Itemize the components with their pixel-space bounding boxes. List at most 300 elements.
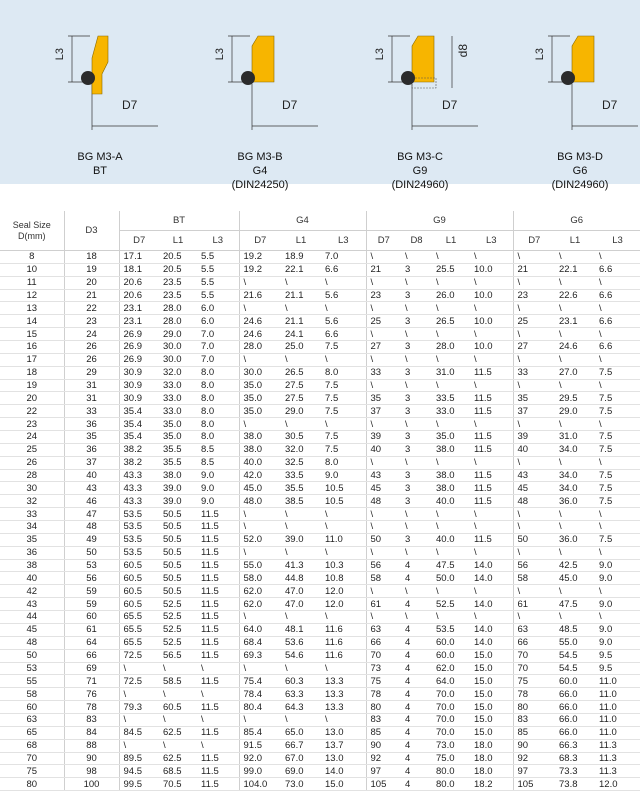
table-cell: 19.2: [239, 251, 281, 264]
table-cell: 54.5: [555, 649, 595, 662]
table-cell: \: [321, 276, 366, 289]
table-cell: 11.0: [595, 713, 640, 726]
table-cell: \: [321, 521, 366, 534]
table-cell: \: [595, 456, 640, 469]
table-row: [0, 765, 640, 778]
table-cell: 40.0: [239, 456, 281, 469]
table-cell: 33: [366, 366, 401, 379]
table-cell: 12.0: [595, 778, 640, 791]
table-cell: 32.5: [281, 456, 321, 469]
table-cell: 18.0: [470, 739, 513, 752]
table-row: [0, 315, 640, 328]
table-cell: 43.3: [119, 482, 159, 495]
table-cell: \: [470, 585, 513, 598]
table-cell: \: [366, 276, 401, 289]
table-cell: 20.6: [119, 276, 159, 289]
table-cell: 4: [401, 713, 432, 726]
table-cell: 33.0: [159, 392, 197, 405]
table-cell: \: [432, 611, 470, 624]
table-cell: 3: [401, 469, 432, 482]
table-cell: 92: [513, 752, 555, 765]
table-cell: 11.0: [595, 701, 640, 714]
dimension-label-l3: L3: [534, 48, 546, 61]
table-cell: 20: [0, 392, 64, 405]
table-cell: \: [159, 662, 197, 675]
table-cell: 50.5: [159, 533, 197, 546]
table-cell: 7.5: [595, 431, 640, 444]
table-cell: 11.5: [197, 508, 239, 521]
table-cell: 14.0: [470, 559, 513, 572]
table-cell: 36: [64, 443, 119, 456]
table-cell: \: [159, 739, 197, 752]
table-cell: 22.1: [555, 263, 595, 276]
table-cell: \: [432, 546, 470, 559]
table-cell: 18: [0, 366, 64, 379]
table-cell: 66.0: [555, 701, 595, 714]
table-cell: 35.5: [281, 482, 321, 495]
table-row: [0, 405, 640, 418]
table-cell: 18.2: [470, 778, 513, 791]
table-row: [0, 263, 640, 276]
table-cell: \: [239, 276, 281, 289]
table-cell: \: [470, 251, 513, 264]
table-cell: 7.5: [595, 495, 640, 508]
table-cell: \: [119, 662, 159, 675]
table-cell: 40: [366, 443, 401, 456]
table-cell: \: [595, 379, 640, 392]
table-cell: 18: [64, 251, 119, 264]
table-cell: 11.5: [197, 623, 239, 636]
table-cell: 65.5: [119, 611, 159, 624]
table-cell: 23: [0, 418, 64, 431]
table-cell: \: [281, 713, 321, 726]
table-cell: 18.1: [119, 263, 159, 276]
table-cell: 58: [0, 688, 64, 701]
table-cell: 26: [0, 456, 64, 469]
table-cell: \: [595, 611, 640, 624]
table-cell: 66.0: [555, 726, 595, 739]
table-row: [0, 675, 640, 688]
table-cell: 78: [64, 701, 119, 714]
table-cell: 70.0: [432, 713, 470, 726]
table-cell: 60.5: [119, 598, 159, 611]
table-cell: 12.0: [321, 598, 366, 611]
table-cell: 61: [64, 623, 119, 636]
table-cell: \: [159, 713, 197, 726]
table-cell: 11.0: [595, 688, 640, 701]
table-cell: 60.0: [432, 636, 470, 649]
table-cell: 69.3: [239, 649, 281, 662]
table-cell: \: [555, 611, 595, 624]
table-cell: 80: [513, 701, 555, 714]
table-cell: 3: [401, 315, 432, 328]
table-cell: 63: [366, 623, 401, 636]
table-cell: 56: [64, 572, 119, 585]
table-cell: 52.5: [159, 598, 197, 611]
table-cell: 43: [513, 469, 555, 482]
table-cell: 78: [366, 688, 401, 701]
table-cell: 11.5: [470, 482, 513, 495]
table-cell: 38.0: [432, 482, 470, 495]
table-cell: 53.5: [432, 623, 470, 636]
table-row: [0, 353, 640, 366]
table-cell: 75.0: [432, 752, 470, 765]
table-cell: 34: [0, 521, 64, 534]
table-cell: 90: [513, 739, 555, 752]
table-cell: 48: [366, 495, 401, 508]
table-row: [0, 752, 640, 765]
table-cell: 11.5: [470, 469, 513, 482]
table-cell: 29: [64, 366, 119, 379]
table-cell: 15.0: [470, 649, 513, 662]
col-l1: L1: [281, 231, 321, 251]
table-cell: \: [432, 521, 470, 534]
table-cell: 64.3: [281, 701, 321, 714]
caption-line: BG M3-B: [237, 151, 283, 163]
table-cell: 11.5: [197, 765, 239, 778]
table-cell: 19: [64, 263, 119, 276]
table-cell: 53.5: [119, 533, 159, 546]
table-cell: \: [595, 418, 640, 431]
table-cell: 59: [64, 598, 119, 611]
table-cell: 53.5: [119, 521, 159, 534]
table-cell: 72.5: [119, 649, 159, 662]
table-cell: 9.0: [595, 623, 640, 636]
table-cell: 7.0: [197, 341, 239, 354]
table-row: [0, 392, 640, 405]
table-cell: 60.5: [119, 585, 159, 598]
table-cell: 35: [366, 392, 401, 405]
table-cell: 26.5: [281, 366, 321, 379]
table-cell: 27.5: [281, 392, 321, 405]
table-cell: 22: [64, 302, 119, 315]
table-cell: 38.5: [281, 495, 321, 508]
table-cell: 9.0: [321, 469, 366, 482]
table-cell: 32.0: [281, 443, 321, 456]
table-cell: 26: [64, 341, 119, 354]
table-cell: \: [401, 611, 432, 624]
table-cell: 91.5: [239, 739, 281, 752]
table-cell: \: [513, 508, 555, 521]
table-cell: 63: [513, 623, 555, 636]
table-cell: 66.3: [555, 739, 595, 752]
table-cell: 17.1: [119, 251, 159, 264]
table-cell: 78.4: [239, 688, 281, 701]
table-cell: \: [366, 508, 401, 521]
table-cell: \: [470, 353, 513, 366]
table-cell: 4: [401, 726, 432, 739]
table-cell: 4: [401, 688, 432, 701]
table-cell: 11.5: [197, 521, 239, 534]
diagram-caption: [20, 150, 180, 178]
table-row: [0, 418, 640, 431]
table-cell: 58.5: [159, 675, 197, 688]
table-cell: \: [432, 276, 470, 289]
table-row: [0, 726, 640, 739]
col-d8: D8: [401, 231, 432, 251]
table-cell: \: [470, 418, 513, 431]
table-cell: 60.0: [432, 649, 470, 662]
table-cell: 64: [64, 636, 119, 649]
col-l1: L1: [159, 231, 197, 251]
table-cell: 25.0: [281, 341, 321, 354]
table-cell: 90: [366, 739, 401, 752]
table-cell: \: [595, 353, 640, 366]
table-cell: \: [513, 328, 555, 341]
col-d7: D7: [513, 231, 555, 251]
table-cell: 11.5: [197, 701, 239, 714]
seal-diagram-4: [500, 22, 640, 191]
table-cell: 7.5: [595, 533, 640, 546]
table-cell: \: [366, 418, 401, 431]
table-cell: 8.0: [197, 366, 239, 379]
diagram-caption: [500, 150, 640, 192]
table-cell: 7.5: [321, 392, 366, 405]
table-cell: 15.0: [470, 662, 513, 675]
table-cell: 4: [401, 739, 432, 752]
table-cell: 26.9: [119, 341, 159, 354]
table-cell: 19.2: [239, 263, 281, 276]
table-cell: 31: [64, 379, 119, 392]
table-cell: 16: [0, 341, 64, 354]
col-l3: L3: [470, 231, 513, 251]
table-cell: \: [401, 251, 432, 264]
table-cell: 26.0: [432, 289, 470, 302]
table-cell: 43.3: [119, 469, 159, 482]
table-cell: 79.3: [119, 701, 159, 714]
table-cell: 30.9: [119, 392, 159, 405]
table-cell: 73: [366, 662, 401, 675]
table-cell: 58.0: [239, 572, 281, 585]
table-cell: 56: [366, 559, 401, 572]
table-cell: 31.0: [432, 366, 470, 379]
table-cell: 15.0: [470, 675, 513, 688]
table-cell: 22.1: [281, 263, 321, 276]
table-cell: 50.5: [159, 559, 197, 572]
table-cell: 17: [0, 353, 64, 366]
table-cell: 8: [0, 251, 64, 264]
dimension-label-l3: L3: [214, 48, 226, 61]
table-cell: \: [432, 508, 470, 521]
table-cell: 20.5: [159, 251, 197, 264]
table-cell: 21: [513, 263, 555, 276]
table-cell: \: [401, 328, 432, 341]
table-cell: \: [239, 418, 281, 431]
table-cell: 11.6: [321, 623, 366, 636]
table-cell: \: [470, 546, 513, 559]
table-cell: 105: [513, 778, 555, 791]
table-cell: 8.5: [197, 456, 239, 469]
table-cell: 28.0: [432, 341, 470, 354]
table-cell: 69: [64, 662, 119, 675]
table-cell: 53: [64, 559, 119, 572]
table-cell: 56: [513, 559, 555, 572]
table-cell: 5.6: [321, 315, 366, 328]
table-cell: 13.0: [321, 726, 366, 739]
table-cell: 70.0: [432, 726, 470, 739]
table-cell: 38.0: [432, 443, 470, 456]
table-cell: \: [401, 546, 432, 559]
table-cell: 39.0: [281, 533, 321, 546]
table-cell: 3: [401, 405, 432, 418]
table-cell: 35.5: [159, 456, 197, 469]
table-cell: 7.0: [197, 328, 239, 341]
table-cell: 25.5: [432, 263, 470, 276]
table-cell: \: [281, 276, 321, 289]
table-cell: 8.0: [197, 379, 239, 392]
table-cell: 11.5: [197, 726, 239, 739]
table-cell: 11.5: [470, 495, 513, 508]
table-cell: 7.0: [197, 353, 239, 366]
col-d3: D3: [64, 211, 119, 251]
table-cell: 38.0: [239, 443, 281, 456]
table-cell: 84: [64, 726, 119, 739]
table-cell: \: [281, 662, 321, 675]
table-cell: \: [432, 251, 470, 264]
table-cell: 29.5: [555, 392, 595, 405]
table-row: [0, 431, 640, 444]
table-cell: 75: [0, 765, 64, 778]
table-row: [0, 495, 640, 508]
table-cell: 62.0: [239, 585, 281, 598]
table-cell: 55: [0, 675, 64, 688]
caption-line: BG M3-A: [77, 151, 123, 163]
table-cell: 42.0: [239, 469, 281, 482]
table-cell: 38: [0, 559, 64, 572]
table-cell: 40.0: [432, 495, 470, 508]
table-cell: 11.5: [470, 431, 513, 444]
table-cell: \: [595, 546, 640, 559]
table-cell: 54.5: [555, 662, 595, 675]
table-cell: 10.3: [321, 559, 366, 572]
table-cell: 45: [366, 482, 401, 495]
table-cell: 14.0: [321, 765, 366, 778]
table-cell: 42: [0, 585, 64, 598]
table-cell: 13.3: [321, 688, 366, 701]
table-cell: \: [555, 456, 595, 469]
table-cell: 11.5: [197, 585, 239, 598]
table-cell: 3: [401, 431, 432, 444]
table-row: [0, 662, 640, 675]
table-cell: 66.0: [555, 688, 595, 701]
table-cell: 47.5: [555, 598, 595, 611]
table-cell: 7.5: [321, 431, 366, 444]
table-cell: 48.0: [239, 495, 281, 508]
table-cell: 7.5: [321, 405, 366, 418]
table-row: [0, 521, 640, 534]
table-cell: 30.0: [159, 341, 197, 354]
table-cell: 8.0: [197, 431, 239, 444]
table-cell: 40: [513, 443, 555, 456]
table-cell: 69.0: [281, 765, 321, 778]
table-cell: 4: [401, 636, 432, 649]
table-cell: \: [432, 585, 470, 598]
table-cell: 11.5: [197, 611, 239, 624]
table-cell: 66: [366, 636, 401, 649]
table-cell: 28.0: [159, 315, 197, 328]
table-cell: \: [321, 546, 366, 559]
table-cell: 21.1: [281, 315, 321, 328]
table-cell: \: [119, 739, 159, 752]
table-cell: \: [470, 611, 513, 624]
table-cell: \: [513, 276, 555, 289]
table-cell: 18.0: [470, 765, 513, 778]
table-cell: 29.0: [555, 405, 595, 418]
table-cell: 7.0: [321, 251, 366, 264]
seal-size-table: [0, 211, 640, 791]
table-cell: 33.5: [432, 392, 470, 405]
table-cell: \: [513, 456, 555, 469]
table-cell: \: [470, 521, 513, 534]
table-cell: 85.4: [239, 726, 281, 739]
table-cell: 36.0: [555, 533, 595, 546]
table-cell: 38.0: [159, 469, 197, 482]
table-cell: \: [159, 688, 197, 701]
table-cell: \: [595, 251, 640, 264]
table-cell: 28.0: [239, 341, 281, 354]
table-cell: 4: [401, 662, 432, 675]
table-cell: 10: [0, 263, 64, 276]
caption-line: (DIN24960): [551, 179, 609, 191]
table-cell: 88: [64, 739, 119, 752]
table-cell: 64.0: [432, 675, 470, 688]
table-cell: 11.5: [470, 392, 513, 405]
table-cell: 60.5: [119, 559, 159, 572]
table-cell: 45.0: [555, 572, 595, 585]
table-cell: 50: [513, 533, 555, 546]
caption-line: (DIN24250): [231, 179, 289, 191]
table-cell: 70: [0, 752, 64, 765]
table-cell: 48.1: [281, 623, 321, 636]
table-cell: 104.0: [239, 778, 281, 791]
table-cell: \: [513, 418, 555, 431]
table-cell: 25: [366, 315, 401, 328]
table-cell: 9.0: [197, 482, 239, 495]
table-cell: 20.5: [159, 263, 197, 276]
table-cell: \: [513, 611, 555, 624]
table-cell: 11.5: [470, 533, 513, 546]
table-cell: \: [281, 418, 321, 431]
table-cell: 35.5: [159, 443, 197, 456]
table-cell: 53.5: [119, 508, 159, 521]
table-cell: 23: [513, 289, 555, 302]
table-cell: 83: [366, 713, 401, 726]
col-l1: L1: [555, 231, 595, 251]
table-cell: \: [555, 418, 595, 431]
table-cell: \: [239, 713, 281, 726]
table-row: [0, 559, 640, 572]
table-cell: 14: [0, 315, 64, 328]
table-cell: 46: [64, 495, 119, 508]
table-cell: \: [401, 276, 432, 289]
table-cell: 33.0: [432, 405, 470, 418]
table-cell: 80: [366, 701, 401, 714]
table-cell: 10.0: [470, 315, 513, 328]
table-cell: 14.0: [470, 636, 513, 649]
table-cell: \: [366, 521, 401, 534]
table-cell: 11.5: [197, 546, 239, 559]
table-cell: 80.4: [239, 701, 281, 714]
table-cell: \: [401, 418, 432, 431]
table-cell: \: [281, 611, 321, 624]
table-cell: \: [401, 456, 432, 469]
table-cell: 33: [513, 366, 555, 379]
table-cell: 52.5: [159, 636, 197, 649]
table-cell: 63.3: [281, 688, 321, 701]
caption-line: BG M3-C: [397, 151, 443, 163]
table-cell: 34.0: [555, 443, 595, 456]
table-cell: 47.0: [281, 598, 321, 611]
